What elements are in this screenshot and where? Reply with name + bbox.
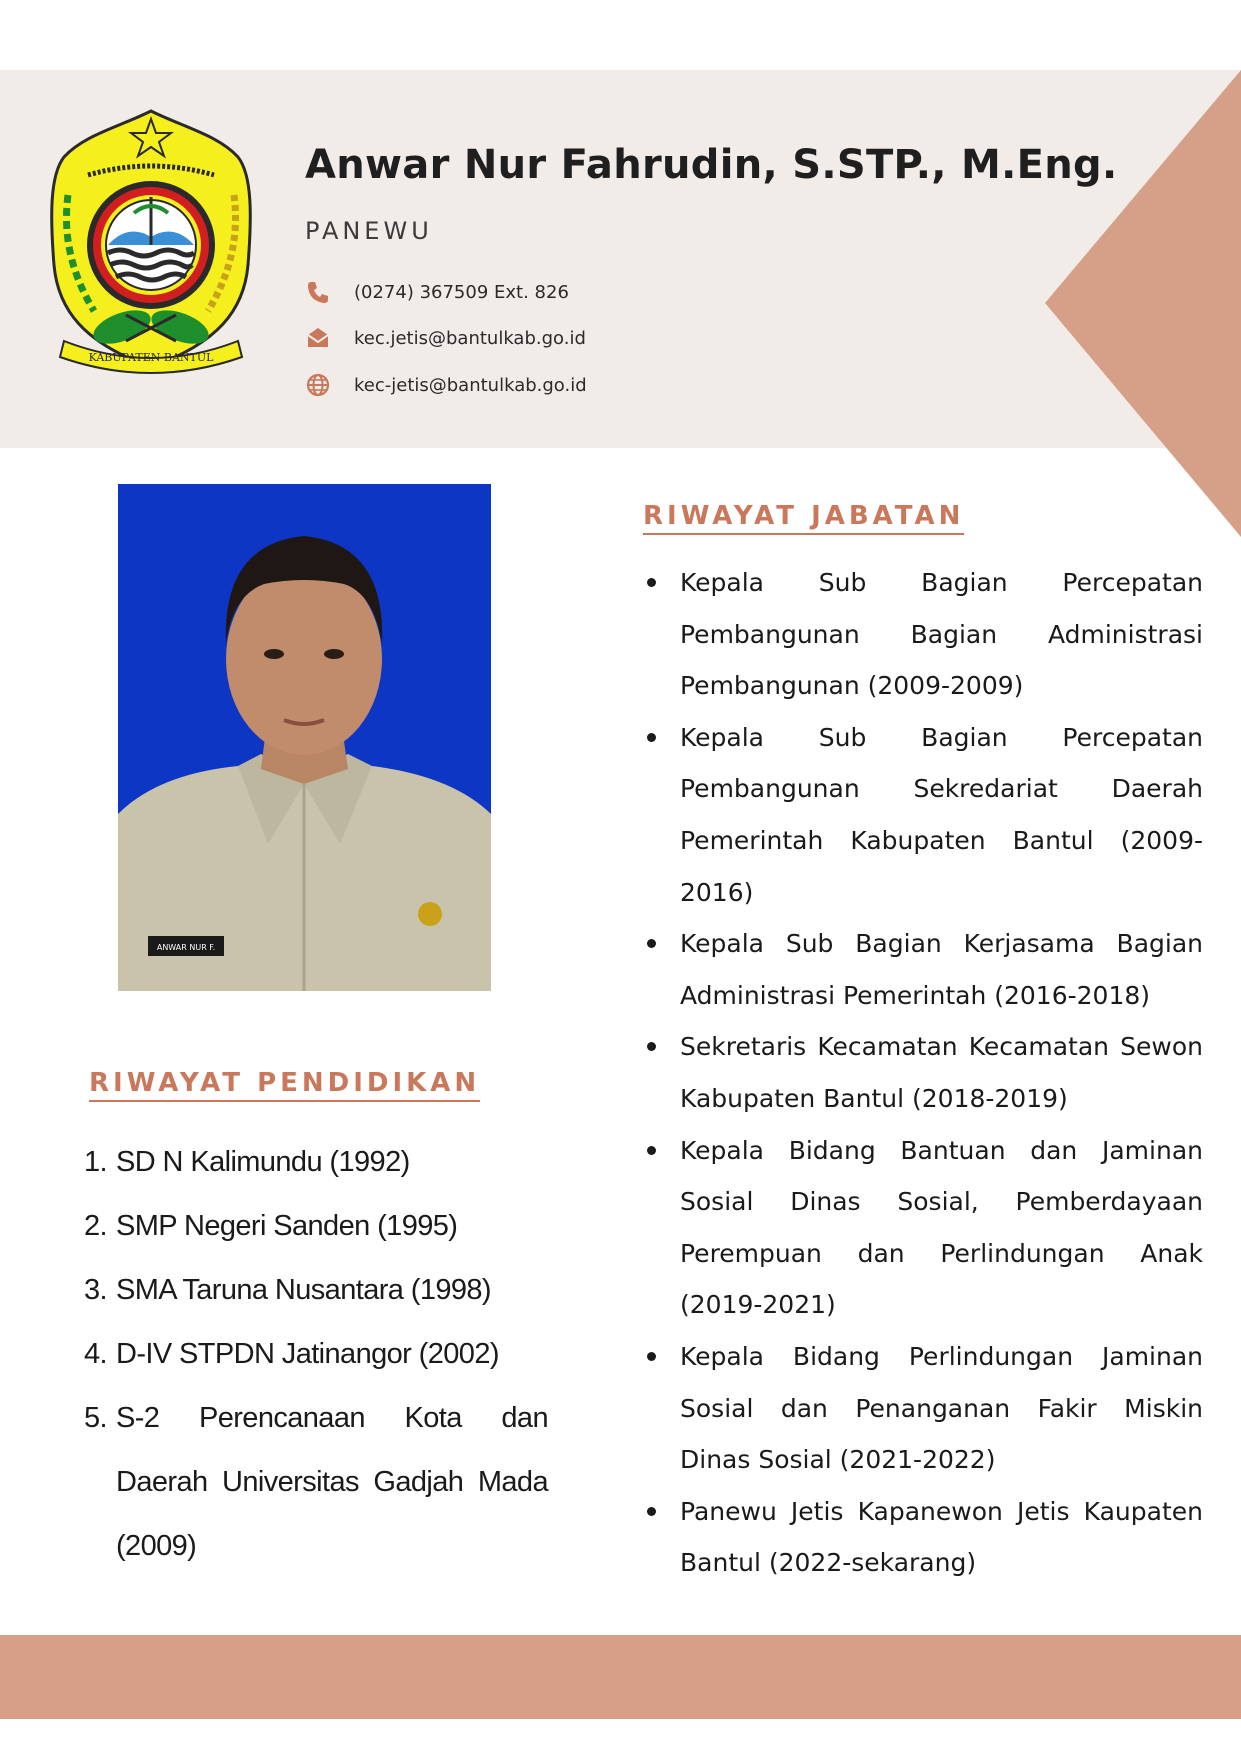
globe-icon — [305, 372, 331, 398]
education-item-number: 3. — [84, 1274, 107, 1306]
website-text: kec-jetis@bantulkab.go.id — [354, 374, 587, 396]
profile-name: Anwar Nur Fahrudin, S.STP., M.Eng. — [305, 142, 1118, 188]
education-item-number: 1. — [84, 1146, 107, 1178]
education-item-text: SMA Taruna Nusantara (1998) — [116, 1274, 491, 1306]
position-item — [645, 557, 1203, 712]
positions-heading: RIWAYAT JABATAN — [643, 501, 964, 535]
education-list — [84, 1130, 548, 1578]
bullet-icon — [647, 1507, 656, 1516]
email-text: kec.jetis@bantulkab.go.id — [354, 327, 586, 349]
bullet-icon — [647, 1146, 656, 1155]
bullet-icon — [647, 1352, 656, 1361]
position-item-text: Kepala Bidang Perlindungan Jaminan Sosial dan Penanganan Fakir Miskin Dinas Sosial (2021-2022) — [680, 1341, 1203, 1475]
education-item — [84, 1386, 548, 1578]
education-item-text: SMP Negeri Sanden (1995) — [116, 1210, 458, 1242]
position-item — [645, 1331, 1203, 1486]
education-item-text: SD N Kalimundu (1992) — [116, 1146, 410, 1178]
education-item — [84, 1322, 548, 1386]
decorative-triangle — [1045, 70, 1241, 537]
education-item-number: 5. — [84, 1402, 107, 1434]
bullet-icon — [647, 733, 656, 742]
positions-list — [645, 557, 1203, 1589]
education-item — [84, 1130, 548, 1194]
position-item — [645, 918, 1203, 1021]
envelope-icon — [305, 325, 331, 351]
position-item-text: Kepala Sub Bagian Percepatan Pembangunan Sekredariat Daerah Pemerintah Kabupaten Bantul (2009-2016) — [680, 722, 1203, 907]
position-item — [645, 1021, 1203, 1124]
education-item — [84, 1258, 548, 1322]
position-item — [645, 712, 1203, 918]
profile-role: PANEWU — [305, 217, 433, 245]
position-item-text: Panewu Jetis Kapanewon Jetis Kaupaten Bantul (2022-sekarang) — [680, 1496, 1203, 1578]
photo-name-tag: ANWAR NUR F. — [156, 943, 216, 952]
bullet-icon — [647, 578, 656, 587]
phone-text: (0274) 367509 Ext. 826 — [354, 281, 569, 303]
education-item — [84, 1194, 548, 1258]
position-item-text: Sekretaris Kecamatan Kecamatan Sewon Kabupaten Bantul (2018-2019) — [680, 1032, 1203, 1113]
footer-band — [0, 1635, 1241, 1719]
phone-icon — [305, 279, 331, 305]
position-item-text: Kepala Sub Bagian Percepatan Pembangunan Bagian Administrasi Pembangunan (2009-2009) — [680, 568, 1203, 701]
education-item-text: S-2 Perencanaan Kota dan Daerah Universitas Gadjah Mada (2009) — [116, 1402, 548, 1562]
education-item-number: 4. — [84, 1338, 107, 1370]
education-item-text: D-IV STPDN Jatinangor (2002) — [116, 1338, 499, 1370]
position-item — [645, 1125, 1203, 1331]
position-item-text: Kepala Sub Bagian Kerjasama Bagian Administrasi Pemerintah (2016-2018) — [680, 929, 1203, 1010]
emblem-ribbon-text: KABUPATEN BANTUL — [88, 351, 214, 364]
contact-web — [305, 369, 587, 401]
contact-email — [305, 322, 586, 354]
position-item — [645, 1486, 1203, 1589]
contact-phone — [305, 276, 569, 308]
portrait-photo — [118, 484, 491, 991]
education-heading: RIWAYAT PENDIDIKAN — [89, 1068, 480, 1102]
position-item-text: Kepala Bidang Bantuan dan Jaminan Sosial Dinas Sosial, Pemberdayaan Perempuan dan Perlindungan Anak (2019-2021) — [680, 1135, 1203, 1320]
bullet-icon — [647, 939, 656, 948]
bullet-icon — [647, 1042, 656, 1051]
education-item-number: 2. — [84, 1210, 107, 1242]
kabupaten-bantul-emblem — [48, 105, 254, 377]
